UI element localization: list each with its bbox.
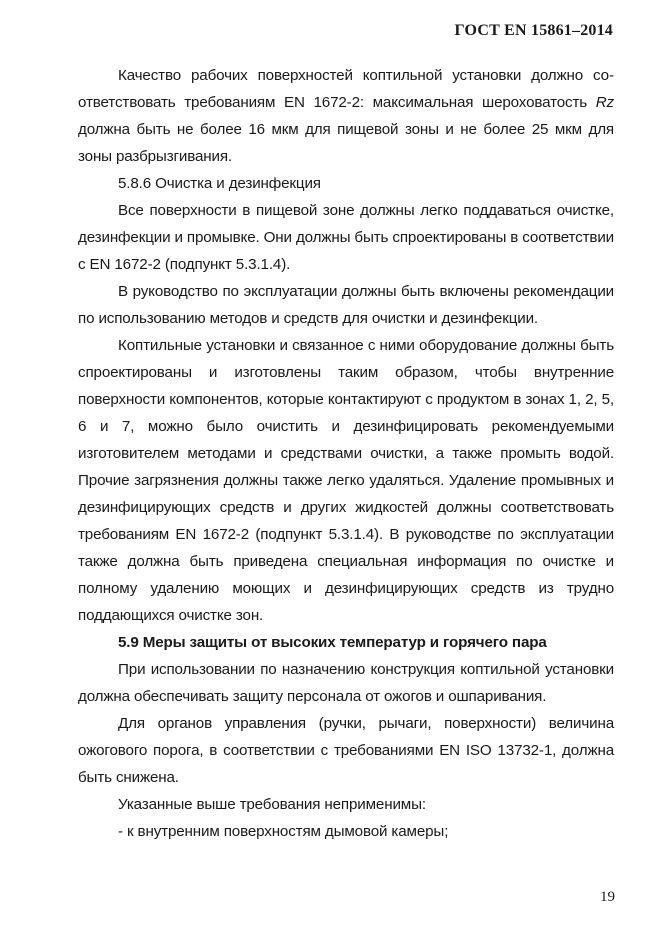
paragraph-controls-threshold: Для органов управления (ручки, рычаги, поверхности) величина ожогового порога, в соответствии с требованиями EN ISO 13732-1, должна быть снижена. [78,715,614,786]
page-number: 19 [600,889,615,905]
roughness-symbol: Rz [595,94,614,111]
paragraph-food-zone-surfaces: Все поверхности в пищевой зоне должны легко поддаваться очистке, дезинфекции и промывке. Они должны быть спроектированы в соответствии с EN 1672-2 (подпункт 5.3.1.4). [78,202,614,273]
paragraph-burn-protection: При использовании по назначению конструкция коптильной установки должна обеспечивать защиту персонала от ожогов и ошпаривания. [78,661,614,705]
paragraph-surface-quality [78,62,614,170]
paragraph-equipment-design: Коптильные установки и связанное с ними оборудование должны быть спроектированы и изготовлены таким образом, чтобы внутренние поверхности компонентов, которые контактируют с продуктом в зонах 1, 2, 5, 6 и 7, можно было очистить и дезинфицировать рекомендуемыми изготовителем методами и средствами очистки, а также промыть водой. Прочие загрязнения должны также легко удаляться. Удаление промывных и дезинфицирующих средств и других жидкостей должны соответствовать требованиям EN 1672-2 (подпункт 5.3.1.4). В руководстве по эксплуатации также должна быть приведена специальная информация по очистке и полному удалению моющих и дезинфицирующих средств из трудно поддающихся очистке зон. [78,337,614,624]
paragraph-text: Качество рабочих поверхностей коптильной установки должно соответствовать требованиям EN 1672-2: максимальная шероховатость [78,67,614,111]
list-item-exception: - к внутренним поверхностям дымовой камеры; [118,823,449,840]
paragraph-manual-recommendations: В руководство по эксплуатации должны быть включены рекомендации по использованию методов и средств для очистки и дезинфекции. [78,283,614,327]
document-body [78,62,614,845]
document-header: ГОСТ EN 15861–2014 [454,22,613,39]
subsection-title-cleaning: 5.8.6 Очистка и дезинфекция [118,175,321,192]
section-heading-heat-protection: 5.9 Меры защиты от высоких температур и горячего пара [118,634,547,651]
paragraph-text: должна быть не более 16 мкм для пищевой зоны и не более 25 мкм для зоны разбрызгивания. [78,121,614,165]
paragraph-exceptions-intro: Указанные выше требования неприменимы: [118,796,426,813]
